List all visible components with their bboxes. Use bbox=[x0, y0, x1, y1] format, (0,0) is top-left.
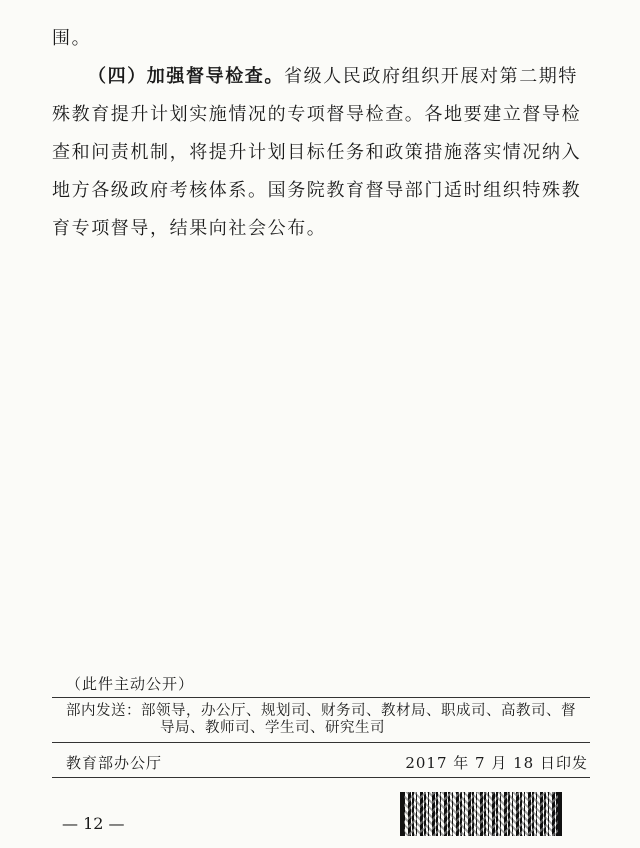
section-heading: （四）加强督导检查。 bbox=[88, 66, 284, 87]
distribution-label: 部内发送： bbox=[66, 703, 141, 719]
divider-middle bbox=[52, 742, 590, 743]
distribution-line-2: 导局、教师司、学生司、研究生司 bbox=[160, 720, 385, 736]
body-text bbox=[52, 20, 592, 248]
print-date: 2017 年 7 月 18 日印发 bbox=[405, 754, 588, 772]
section-paragraph bbox=[52, 58, 592, 248]
barcode-icon bbox=[400, 792, 562, 836]
page-number: — 12 — bbox=[62, 814, 125, 833]
divider-bottom bbox=[52, 777, 590, 778]
public-notice: （此件主动公开） bbox=[66, 675, 195, 693]
continued-line: 围。 bbox=[52, 28, 92, 49]
distribution-line-1: 部领导，办公厅、规划司、财务司、教材局、职成司、高教司、督 bbox=[141, 703, 576, 719]
section-text: 省级人民政府组织开展对第二期特殊教育提升计划实施情况的专项督导检查。各地要建立督导检查和问责机制，将提升计划目标任务和政策措施落实情况纳入地方各级政府考核体系。国务院教育督导部门适时组织特殊教育专项督导，结果向社会公布。 bbox=[52, 66, 582, 239]
distribution-list bbox=[66, 703, 588, 737]
issuer: 教育部办公厅 bbox=[66, 754, 163, 772]
divider-top bbox=[52, 697, 590, 698]
